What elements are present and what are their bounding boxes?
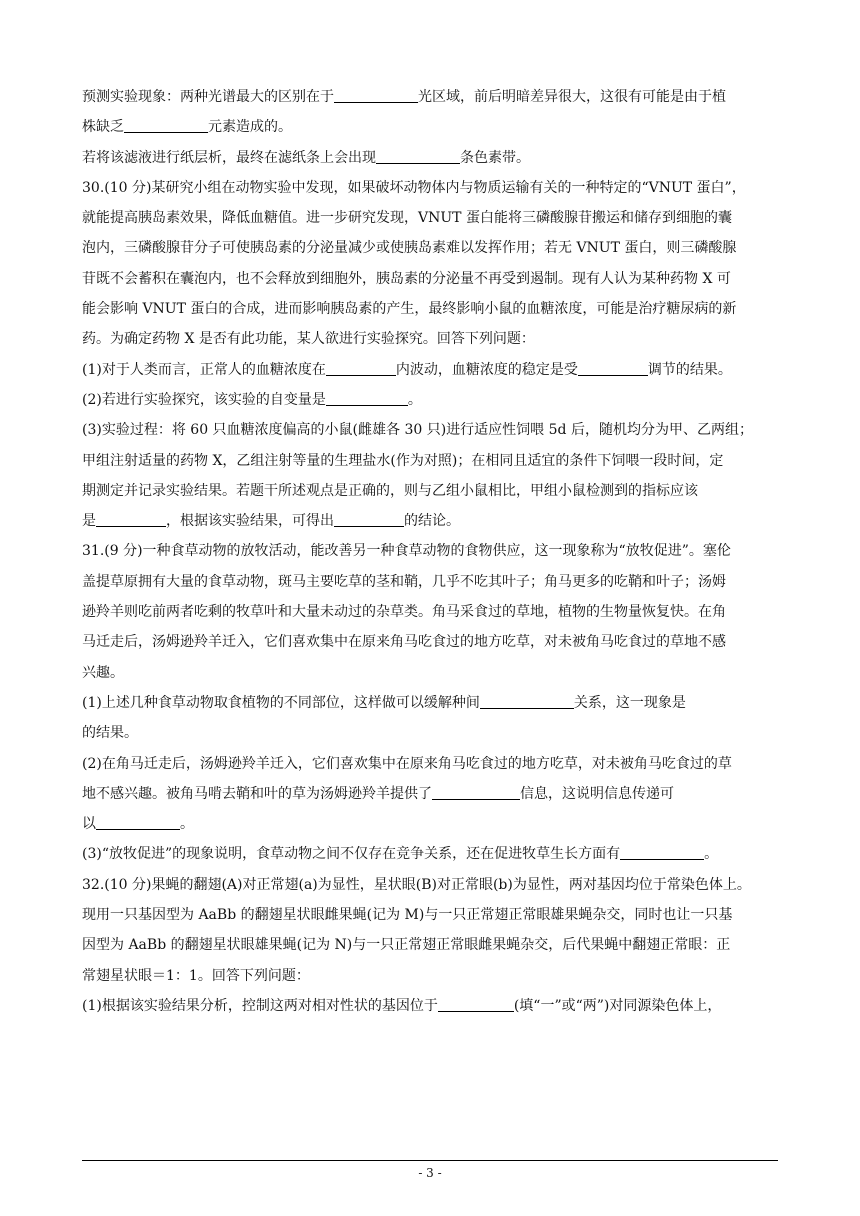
text-segment: (3)“放牧促进”的现象说明，食草动物之间不仅存在竞争关系，还在促进牧草生长方面有 [82, 846, 621, 863]
text-line [82, 688, 778, 718]
text-line [82, 324, 778, 354]
document-body [82, 82, 778, 1021]
text-line [82, 839, 778, 869]
text-segment: (1)根据该实验结果分析，控制这两对相对性状的基因位于 [82, 997, 438, 1014]
text-line [82, 415, 778, 445]
text-segment: (填“一”或“两”)对同源染色体上， [513, 997, 722, 1014]
answer-blank[interactable] [326, 358, 396, 376]
text-segment: 药。为确定药物 X 是否有此功能，某人欲进行实验探究。回答下列问题： [82, 331, 535, 348]
text-segment: 苷既不会蓄积在囊泡内，也不会释放到细胞外，胰岛素的分泌量不再受到遏制。现有人认为某种药物 X 可 [82, 270, 731, 287]
text-segment: 能会影响 VNUT 蛋白的合成，进而影响胰岛素的产生，最终影响小鼠的血糖浓度，可能是治疗糖尿病的新 [82, 301, 737, 318]
answer-blank[interactable] [376, 146, 460, 164]
text-line [82, 233, 778, 263]
text-segment: 条色素带。 [460, 149, 530, 166]
text-segment: 内波动，血糖浓度的稳定是受 [395, 361, 578, 378]
text-segment: 现用一只基因型为 AaBb 的翻翅星状眼雌果蝇(记为 M)与一只正常翅正常眼雄果蝇杂交，同时也让一只基 [82, 907, 733, 924]
text-line [82, 385, 778, 415]
text-segment: 元素造成的。 [208, 119, 292, 136]
text-line [82, 294, 778, 324]
text-line [82, 597, 778, 627]
answer-blank[interactable] [334, 509, 404, 527]
answer-blank[interactable] [124, 115, 208, 133]
text-segment: 。 [180, 816, 194, 833]
footer-rule [82, 1160, 778, 1161]
text-segment: 以 [82, 816, 96, 833]
text-line [82, 264, 778, 294]
text-line [82, 112, 778, 142]
text-line [82, 718, 778, 748]
answer-blank[interactable] [438, 994, 514, 1012]
text-segment: (3)实验过程：将 60 只血糖浓度偏高的小鼠(雌雄各 30 只)进行适应性饲喂 5d 后，随机均分为甲、乙两组； [82, 422, 753, 439]
text-line [82, 809, 778, 839]
answer-blank[interactable] [334, 85, 418, 103]
text-segment: 光区域，前后明暗差异很大，这很有可能是由于植 [418, 89, 726, 105]
text-line [82, 173, 778, 203]
text-segment: 甲组注射适量的药物 X，乙组注射等量的生理盐水(作为对照)；在相同且适宜的条件下饲喂一段时间，定 [82, 452, 724, 469]
text-segment: 兴趣。 [82, 664, 124, 681]
answer-blank[interactable] [578, 358, 648, 376]
text-line [82, 658, 778, 688]
text-segment: 预测实验现象：两种光谱最大的区别在于 [82, 89, 334, 105]
text-line [82, 82, 778, 112]
answer-blank[interactable] [432, 782, 520, 800]
text-line [82, 567, 778, 597]
text-line [82, 870, 778, 900]
text-line [82, 476, 778, 506]
text-segment: 株缺乏 [82, 119, 124, 136]
text-segment: 期测定并记录实验结果。若题干所述观点是正确的，则与乙组小鼠相比，甲组小鼠检测到的指标应该 [82, 482, 698, 499]
text-segment: 因型为 AaBb 的翻翅星状眼雄果蝇(记为 N)与一只正常翅正常眼雌果蝇杂交，后代果蝇中翻翅正常眼：正 [82, 937, 731, 954]
answer-blank[interactable] [96, 509, 166, 527]
text-segment: 关系，这一现象是 [573, 694, 686, 711]
text-segment: 调节的结果。 [647, 361, 732, 378]
answer-blank[interactable] [96, 812, 180, 830]
text-line [82, 900, 778, 930]
text-segment: 泡内，三磷酸腺苷分子可使胰岛素的分泌量减少或使胰岛素难以发挥作用；若无 VNUT 蛋白，则三磷酸腺 [82, 240, 737, 257]
text-line [82, 536, 778, 566]
text-segment: ，根据该实验结果，可得出 [166, 513, 334, 530]
text-segment: 就能提高胰岛素效果，降低血糖值。进一步研究发现，VNUT 蛋白能将三磷酸腺苷搬运和储存到细胞的囊 [82, 210, 732, 227]
text-segment: 地不感兴趣。被角马啃去鞘和叶的草为汤姆逊羚羊提供了 [82, 785, 432, 802]
text-segment: 31.(9 分)一种食草动物的放牧活动，能改善另一种食草动物的食物供应，这一现象称为“放牧促进”。塞伦 [82, 543, 731, 560]
text-segment: 的结论。 [404, 513, 460, 530]
text-segment: 。 [704, 846, 719, 863]
text-segment: (1)上述几种食草动物取食植物的不同部位，这样做可以缓解种间 [82, 694, 480, 711]
text-segment: 。 [407, 391, 422, 408]
text-segment: 马迁走后，汤姆逊羚羊迁入，它们喜欢集中在原来角马吃食过的地方吃草，对未被角马吃食过的草地不感 [82, 634, 726, 651]
text-segment: (1)对于人类而言，正常人的血糖浓度在 [82, 361, 326, 378]
text-line [82, 749, 778, 779]
text-segment: (2)在角马迁走后，汤姆逊羚羊迁入，它们喜欢集中在原来角马吃食过的地方吃草，对未被角马吃食过的草 [82, 755, 732, 772]
text-segment: 盖提草原拥有大量的食草动物，斑马主要吃草的茎和鞘，几乎不吃其叶子；角马更多的吃鞘和叶子；汤姆 [82, 573, 726, 590]
text-line [82, 779, 778, 809]
text-line [82, 143, 778, 173]
text-line [82, 627, 778, 657]
text-segment: 的结果。 [82, 725, 138, 742]
text-line [82, 961, 778, 991]
text-segment: 是 [82, 513, 96, 530]
answer-blank[interactable] [326, 388, 408, 406]
text-line [82, 203, 778, 233]
text-line [82, 355, 778, 385]
text-line [82, 930, 778, 960]
text-segment: (2)若进行实验探究，该实验的自变量是 [82, 391, 326, 408]
text-segment: 32.(10 分)果蝇的翻翅(A)对正常翅(a)为显性，星状眼(B)对正常眼(b)为显性，两对基因均位于常染色体上。 [82, 876, 751, 893]
text-segment: 逊羚羊则吃前两者吃剩的牧草叶和大量未动过的杂草类。角马采食过的草地，植物的生物量恢复快。在角 [82, 604, 726, 621]
answer-blank[interactable] [620, 842, 704, 860]
text-segment: 若将该滤液进行纸层析，最终在滤纸条上会出现 [82, 149, 376, 166]
text-line [82, 991, 778, 1021]
text-segment: 信息，这说明信息传递可 [520, 785, 674, 802]
text-line [82, 446, 778, 476]
text-segment: 常翅星状眼＝1：1。回答下列问题： [82, 967, 310, 984]
text-segment: 30.(10 分)某研究小组在动物实验中发现，如果破坏动物体内与物质运输有关的一种特定的“VNUT 蛋白”， [82, 179, 746, 196]
page-number: - 3 - [418, 1166, 442, 1180]
answer-blank[interactable] [480, 691, 574, 709]
text-line [82, 506, 778, 536]
